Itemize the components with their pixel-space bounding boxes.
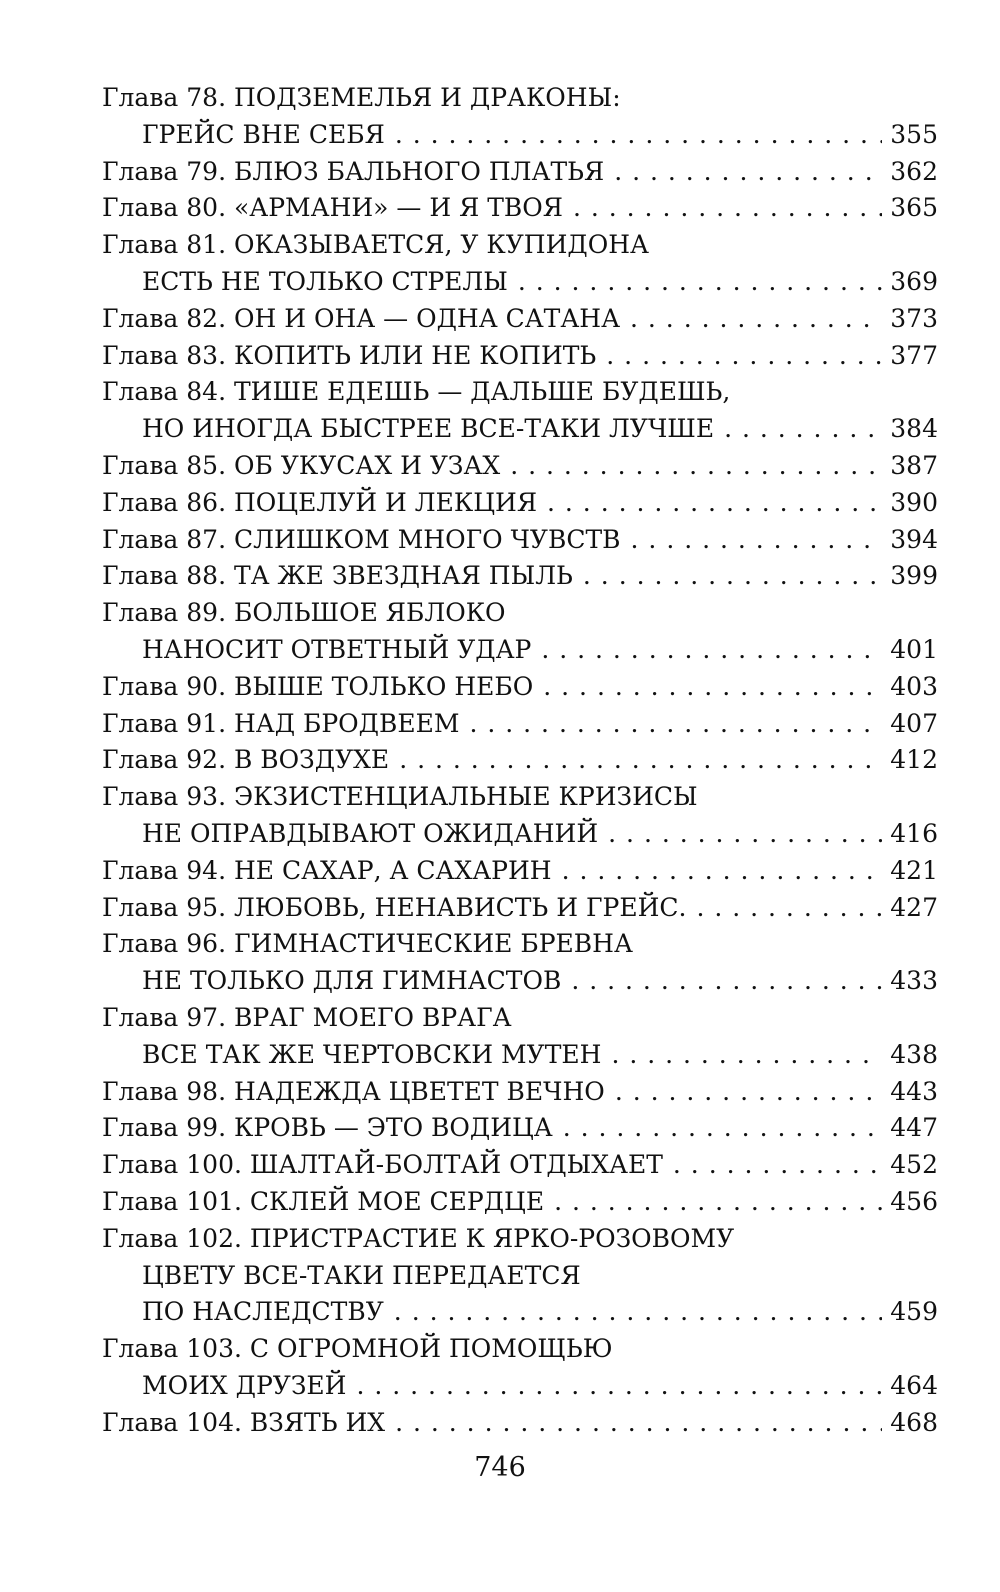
toc-line	[102, 779, 938, 816]
toc-dot-leader	[518, 264, 882, 301]
toc-dot-leader	[543, 669, 882, 706]
toc-line	[102, 595, 938, 632]
toc-page-number: 443	[890, 1076, 938, 1106]
toc-page-number: 416	[890, 818, 938, 848]
toc-dot-leader	[630, 301, 882, 338]
toc-title: БЛЮЗ БАЛЬНОГО ПЛАТЬЯ	[233, 156, 605, 186]
toc-title: ВЗЯТЬ ИХ	[249, 1407, 386, 1437]
toc-dot-leader	[631, 522, 883, 559]
toc-dot-leader	[356, 1368, 882, 1405]
toc-page-number: 373	[890, 303, 938, 333]
toc-title: ОКАЗЫВАЕТСЯ, У КУПИДОНА	[233, 230, 649, 260]
toc-title: СЛИШКОМ МНОГО ЧУВСТВ	[233, 524, 621, 554]
toc-chapter-label: Глава 102.	[102, 1223, 250, 1253]
toc-line	[102, 1037, 938, 1074]
toc-dot-leader	[611, 1037, 882, 1074]
toc-chapter-label: Глава 83.	[102, 340, 234, 370]
toc-page-number: 401	[890, 634, 938, 664]
toc-page-number: 456	[890, 1186, 938, 1216]
toc-chapter-label: Глава 103.	[102, 1334, 250, 1364]
toc-page-number: 407	[890, 708, 938, 738]
toc-line	[102, 926, 938, 963]
toc-title: ОБ УКУСАХ И УЗАХ	[233, 450, 501, 480]
toc-dot-leader	[696, 890, 882, 927]
toc-chapter-label: Глава 86.	[102, 487, 234, 517]
toc-dot-leader	[469, 706, 882, 743]
toc-title: ЛЮБОВЬ, НЕНАВИСТЬ И ГРЕЙС.	[233, 892, 687, 922]
toc-page-number: 427	[890, 892, 938, 922]
toc-dot-leader	[608, 816, 882, 853]
toc-title: С ОГРОМНОЙ ПОМОЩЬЮ	[249, 1334, 613, 1364]
toc-page-number: 412	[890, 745, 938, 775]
toc-line	[102, 1221, 938, 1258]
toc-title: КОПИТЬ ИЛИ НЕ КОПИТЬ	[233, 340, 597, 370]
toc-line	[102, 1074, 938, 1111]
toc-chapter-label: Глава 104.	[102, 1407, 250, 1437]
toc-chapter-label: Глава 98.	[102, 1076, 234, 1106]
toc-page-number: 438	[890, 1039, 938, 1069]
toc-line	[102, 301, 938, 338]
toc-chapter-label: Глава 89.	[102, 598, 234, 628]
toc-dot-leader	[615, 1074, 882, 1111]
toc-chapter-label: Глава 94.	[102, 855, 234, 885]
toc-line	[102, 1405, 938, 1442]
toc-chapter-label: Глава 87.	[102, 524, 234, 554]
toc-line	[102, 448, 938, 485]
toc-line	[102, 264, 938, 301]
toc-title: ГИМНАСТИЧЕСКИЕ БРЕВНА	[233, 929, 633, 959]
toc-dot-leader	[583, 558, 882, 595]
toc-chapter-label: Глава 80.	[102, 193, 234, 223]
toc-dot-leader	[510, 448, 882, 485]
toc-line	[102, 1147, 938, 1184]
toc-dot-leader	[606, 338, 882, 375]
toc-line	[102, 80, 938, 117]
toc-title: НАНОСИТ ОТВЕТНЫЙ УДАР	[142, 634, 532, 664]
toc-chapter-label: Глава 78.	[102, 83, 234, 112]
toc-title: ПОЦЕЛУЙ И ЛЕКЦИЯ	[233, 487, 538, 517]
toc-line	[102, 117, 938, 154]
toc-title: ТА ЖЕ ЗВЕЗДНАЯ ПЫЛЬ	[233, 561, 573, 591]
toc-title: ЕСТЬ НЕ ТОЛЬКО СТРЕЛЫ	[142, 266, 508, 296]
toc-page-number: 399	[890, 561, 938, 591]
table-of-contents	[102, 80, 938, 1441]
toc-title: ПРИСТРАСТИЕ К ЯРКО-РОЗОВОМУ	[249, 1223, 735, 1253]
toc-line	[102, 890, 938, 927]
toc-page-number: 468	[890, 1407, 938, 1437]
toc-line	[102, 227, 938, 264]
toc-title: ШАЛТАЙ-БОЛТАЙ ОТДЫХАЕТ	[249, 1150, 663, 1180]
toc-chapter-label: Глава 96.	[102, 929, 234, 959]
toc-line	[102, 1368, 938, 1405]
toc-line	[102, 411, 938, 448]
toc-dot-leader	[562, 853, 883, 890]
toc-title: НЕ ТОЛЬКО ДЛЯ ГИМНАСТОВ	[142, 966, 562, 996]
toc-line	[102, 1258, 938, 1295]
toc-chapter-label: Глава 91.	[102, 708, 234, 738]
toc-line	[102, 485, 938, 522]
toc-title: НАД БРОДВЕЕМ	[233, 708, 460, 738]
toc-title: МОИХ ДРУЗЕЙ	[142, 1370, 347, 1400]
toc-chapter-label: Глава 81.	[102, 230, 234, 260]
toc-line	[102, 374, 938, 411]
toc-title: ПО НАСЛЕДСТВУ	[142, 1297, 384, 1327]
toc-page-number: 387	[890, 450, 938, 480]
toc-chapter-label: Глава 90.	[102, 671, 234, 701]
toc-page-number: 464	[890, 1370, 938, 1400]
toc-page-number: 421	[890, 855, 938, 885]
toc-dot-leader	[554, 1184, 882, 1221]
toc-title: НЕ САХАР, А САХАРИН	[233, 855, 552, 885]
toc-title: НЕ ОПРАВДЫВАЮТ ОЖИДАНИЙ	[142, 818, 599, 848]
toc-line	[102, 1000, 938, 1037]
toc-chapter-label: Глава 100.	[102, 1150, 250, 1180]
toc-dot-leader	[563, 1110, 883, 1147]
toc-dot-leader	[547, 485, 882, 522]
toc-page-number: 452	[890, 1150, 938, 1180]
toc-line	[102, 1184, 938, 1221]
toc-title: ЭКЗИСТЕНЦИАЛЬНЫЕ КРИЗИСЫ	[233, 782, 698, 812]
toc-chapter-label: Глава 95.	[102, 892, 234, 922]
toc-chapter-label: Глава 88.	[102, 561, 234, 591]
toc-dot-leader	[399, 742, 882, 779]
toc-title: ВЫШЕ ТОЛЬКО НЕБО	[233, 671, 534, 701]
toc-chapter-label: Глава 84.	[102, 377, 234, 407]
toc-page-number: 394	[890, 524, 938, 554]
toc-dot-leader	[571, 963, 882, 1000]
toc-title: ГРЕЙС ВНЕ СЕБЯ	[142, 119, 385, 149]
toc-dot-leader	[395, 1405, 882, 1442]
toc-line	[102, 669, 938, 706]
toc-chapter-label: Глава 85.	[102, 450, 234, 480]
toc-line	[102, 632, 938, 669]
toc-page-number: 362	[890, 156, 938, 186]
toc-line	[102, 522, 938, 559]
toc-chapter-label: Глава 79.	[102, 156, 234, 186]
toc-chapter-label: Глава 97.	[102, 1002, 234, 1032]
toc-dot-leader	[541, 632, 882, 669]
toc-page-number: 433	[890, 966, 938, 996]
toc-line	[102, 706, 938, 743]
toc-line	[102, 1294, 938, 1331]
toc-title: В ВОЗДУХЕ	[233, 745, 390, 775]
toc-chapter-label: Глава 93.	[102, 782, 234, 812]
toc-title: НАДЕЖДА ЦВЕТЕТ ВЕЧНО	[233, 1076, 605, 1106]
toc-dot-leader	[614, 154, 882, 191]
toc-page-number: 459	[890, 1297, 938, 1327]
toc-page-number: 447	[890, 1113, 938, 1143]
toc-dot-leader	[395, 117, 882, 154]
toc-chapter-label: Глава 92.	[102, 745, 234, 775]
toc-title: НО ИНОГДА БЫСТРЕЕ ВСЕ-ТАКИ ЛУЧШЕ	[142, 414, 715, 444]
toc-page-number: 403	[890, 671, 938, 701]
toc-title: ТИШЕ ЕДЕШЬ — ДАЛЬШЕ БУДЕШЬ,	[233, 377, 731, 407]
toc-page-number: 369	[890, 266, 938, 296]
toc-title: «АРМАНИ» — И Я ТВОЯ	[233, 193, 563, 223]
toc-title: КРОВЬ — ЭТО ВОДИЦА	[233, 1113, 553, 1143]
toc-chapter-label: Глава 101.	[102, 1186, 250, 1216]
toc-title: ВРАГ МОЕГО ВРАГА	[233, 1002, 512, 1032]
toc-page-number: 384	[890, 414, 938, 444]
toc-page-number: 390	[890, 487, 938, 517]
toc-line	[102, 558, 938, 595]
toc-line	[102, 742, 938, 779]
toc-title: ВСЕ ТАК ЖЕ ЧЕРТОВСКИ МУТЕН	[142, 1039, 602, 1069]
toc-title: СКЛЕЙ МОЕ СЕРДЦЕ	[249, 1186, 545, 1216]
toc-dot-leader	[724, 411, 882, 448]
toc-line	[102, 154, 938, 191]
toc-page-number: 365	[890, 193, 938, 223]
toc-page-number: 377	[890, 340, 938, 370]
toc-dot-leader	[573, 190, 882, 227]
toc-line	[102, 338, 938, 375]
toc-chapter-label: Глава 82.	[102, 303, 234, 333]
toc-line	[102, 190, 938, 227]
toc-title: ПОДЗЕМЕЛЬЯ И ДРАКОНЫ:	[233, 83, 621, 112]
toc-line	[102, 1110, 938, 1147]
toc-page-number: 355	[890, 119, 938, 149]
page-number: 746	[474, 1452, 526, 1483]
toc-dot-leader	[394, 1294, 882, 1331]
toc-line	[102, 816, 938, 853]
toc-chapter-label: Глава 99.	[102, 1113, 234, 1143]
toc-line	[102, 963, 938, 1000]
toc-title: БОЛЬШОЕ ЯБЛОКО	[233, 598, 506, 628]
toc-title: ЦВЕТУ ВСЕ-ТАКИ ПЕРЕДАЕТСЯ	[142, 1260, 581, 1290]
toc-line	[102, 1331, 938, 1368]
toc-dot-leader	[673, 1147, 882, 1184]
toc-line	[102, 853, 938, 890]
toc-title: ОН И ОНА — ОДНА САТАНА	[233, 303, 621, 333]
